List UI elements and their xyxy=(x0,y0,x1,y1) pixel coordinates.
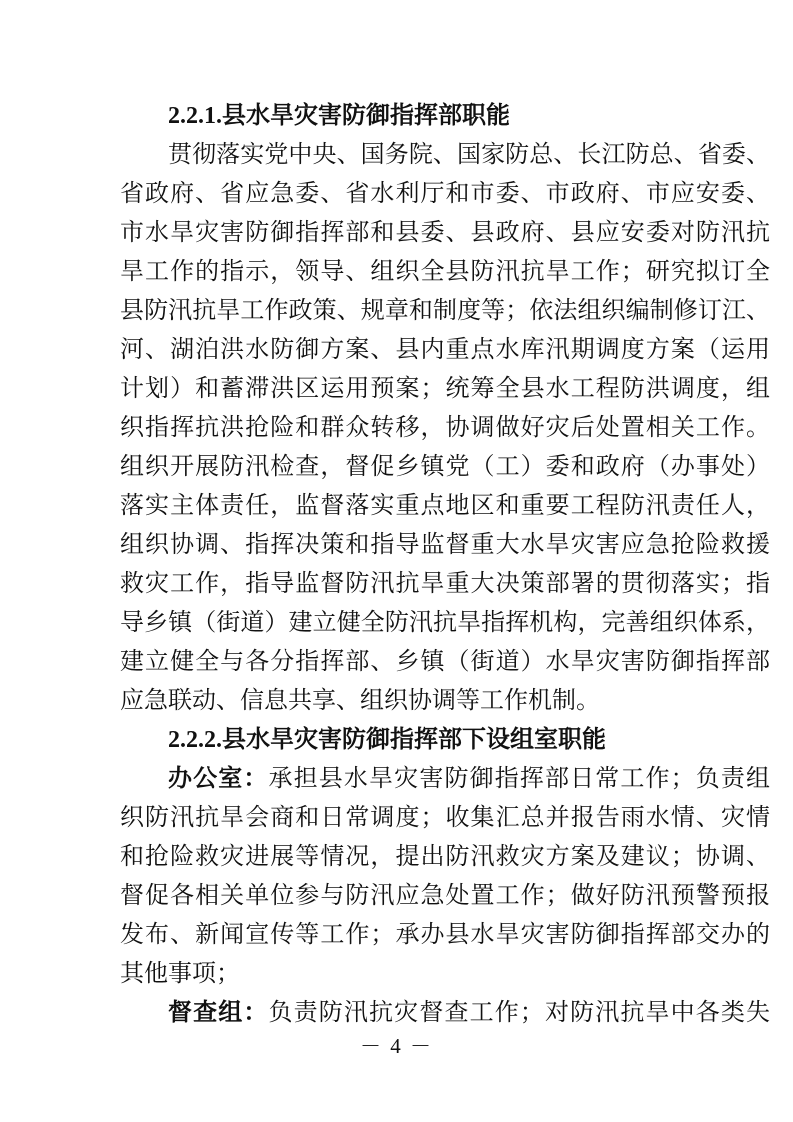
line-text: 负责防汛抗灾督查工作；对防汛抗旱中各类失 xyxy=(268,1000,771,1026)
text-line: 省政府、省应急委、省水利厅和市委、市政府、市应安委、 xyxy=(120,181,770,207)
text-line: 组织开展防汛检查，督促乡镇党（工）委和政府（办事处） xyxy=(120,454,770,480)
section-heading-2-2-2: 2.2.2.县水旱灾害防御指挥部下设组室职能 xyxy=(168,727,606,753)
text-line: 河、湖泊洪水防御方案、县内重点水库汛期调度方案（运用 xyxy=(120,337,770,363)
text-line: 织指挥抗洪抢险和群众转移，协调做好灾后处置相关工作。 xyxy=(120,415,770,441)
text-line: 计划）和蓄滞洪区运用预案；统筹全县水工程防洪调度，组 xyxy=(120,376,770,402)
section-heading-2-2-1: 2.2.1.县水旱灾害防御指挥部职能 xyxy=(168,103,510,129)
bold-run-in-label: 办公室： xyxy=(168,766,269,792)
text-line: 织防汛抗旱会商和日常调度；收集汇总并报告雨水情、灾情 xyxy=(120,805,770,831)
document-body xyxy=(120,97,770,1033)
text-line-office xyxy=(120,760,770,799)
text-line: 市水旱灾害防御指挥部和县委、县政府、县应安委对防汛抗 xyxy=(120,220,770,246)
page-number: － 4 － xyxy=(360,1034,433,1058)
text-line: 督促各相关单位参与防汛应急处置工作；做好防汛预警预报 xyxy=(120,883,770,909)
text-line: 应急联动、信息共享、组织协调等工作机制。 xyxy=(120,688,600,714)
text-line: 贯彻落实党中央、国务院、国家防总、长江防总、省委、 xyxy=(168,142,770,168)
bold-run-in-label: 督查组： xyxy=(168,1000,269,1026)
text-line: 导乡镇（街道）建立健全防汛抗旱指挥机构，完善组织体系， xyxy=(120,610,770,636)
text-line-supervision xyxy=(120,994,770,1033)
text-line: 建立健全与各分指挥部、乡镇（街道）水旱灾害防御指挥部 xyxy=(120,649,770,675)
text-line: 其他事项； xyxy=(120,961,240,987)
text-line: 和抢险救灾进展等情况，提出防汛救灾方案及建议；协调、 xyxy=(120,844,770,870)
text-line: 县防汛抗旱工作政策、规章和制度等；依法组织编制修订江、 xyxy=(120,298,770,324)
text-line: 组织协调、指挥决策和指导监督重大水旱灾害应急抢险救援 xyxy=(120,532,770,558)
text-line: 救灾工作，指导监督防汛抗旱重大决策部署的贯彻落实；指 xyxy=(120,571,770,597)
text-line: 发布、新闻宣传等工作；承办县水旱灾害防御指挥部交办的 xyxy=(120,922,770,948)
text-line: 落实主体责任，监督落实重点地区和重要工程防汛责任人， xyxy=(120,493,770,519)
line-text: 承担县水旱灾害防御指挥部日常工作；负责组 xyxy=(268,766,771,792)
text-line: 旱工作的指示，领导、组织全县防汛抗旱工作；研究拟订全 xyxy=(120,259,770,285)
